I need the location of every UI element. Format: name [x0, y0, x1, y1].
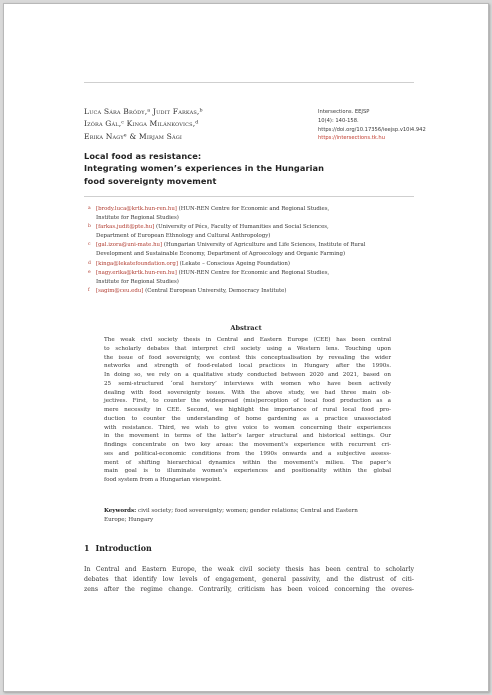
affiliation-marker: c	[88, 242, 91, 248]
affiliation-text: (Hungarian University of Agriculture and Life Sciences, Institute of Rural	[163, 242, 366, 249]
title-line: food sovereignty movement	[84, 175, 217, 186]
author-list	[84, 106, 309, 143]
abstract-line: 25 semi-structured ‘oral herstory’ interviews with women who have been actively	[104, 380, 391, 387]
affiliation-item	[88, 205, 418, 223]
body-line: In Central and Eastern Europe, the weak civil society thesis has been central to scholarly	[84, 566, 414, 573]
journal-meta	[318, 108, 428, 143]
affiliation-text: Institute for Regional Studies)	[96, 278, 179, 285]
title-line: Integrating women’s experiences in the Hungarian	[84, 163, 325, 174]
affiliation-text: (Central European University, Democracy Institute)	[145, 287, 287, 294]
abstract-line: with resistance. Third, we wish to give voice to women concerning their experiences	[104, 424, 391, 431]
author-email-link[interactable]: [nagy.erika@krtk.hun-ren.hu]	[96, 269, 177, 276]
affiliation-text: (HUN-REN Centre for Economic and Regional Studies,	[178, 269, 330, 276]
affiliation-item	[88, 260, 418, 269]
affiliation-text: (University of Pécs, Faculty of Humanities and Social Sciences,	[156, 224, 329, 231]
author-email-link[interactable]: [brody.luca@krtk.hun-ren.hu]	[96, 206, 177, 212]
author-line: Izóra Gál,ᶜ Kinga Milánkovics,ᵈ	[84, 119, 199, 129]
affiliation-item	[88, 223, 418, 241]
affiliation-text: Department of European Ethnology and Cultural Anthropology)	[96, 233, 271, 240]
keywords-text: civil society; food sovereignty; women; gender relations; Central and Eastern	[137, 508, 358, 514]
keywords-text: Europe; Hungary	[104, 516, 154, 523]
affiliation-marker: b	[88, 224, 91, 230]
title-rule	[84, 196, 414, 197]
body-line: zens after the regime change. Contrarily, criticism has been voiced concerning the overes-	[84, 586, 414, 594]
author-email-link[interactable]: [kinga@lekatefoundation.org]	[96, 260, 178, 267]
keywords-label: Keywords:	[104, 508, 137, 514]
affiliation-item	[88, 269, 418, 287]
paper-page	[3, 3, 489, 692]
abstract-body	[104, 336, 391, 485]
affiliation-marker: a	[88, 206, 91, 211]
abstract-line: findings concentrate on two key areas: the movement’s experience with recurrent cri-	[104, 442, 391, 448]
body-line: debates that identify low levels of engagement, general passivity, and the distrust of citi-	[84, 576, 414, 584]
affiliation-text: (HUN-REN Centre for Economic and Regional Studies,	[178, 206, 330, 212]
intro-text	[84, 565, 414, 595]
affiliation-text: (Lekate – Conscious Ageing Foundation)	[179, 260, 290, 267]
section-number: 1	[84, 544, 90, 553]
affiliation-marker: e	[88, 269, 91, 275]
abstract-line: networks and strength of food-related local practices in Hungary after the 1990s.	[104, 363, 391, 370]
abstract-line: ment of shifting hierarchical dynamics within the movement’s milieu. The paper’s	[104, 459, 391, 466]
abstract-line: duction to counter the understanding of home gardening as a practice unassociated	[104, 415, 391, 422]
affiliation-item	[88, 241, 418, 259]
keywords	[104, 507, 391, 525]
doi-link[interactable]: https://doi.org/10.17356/ieejsp.v10i4.942	[318, 126, 426, 133]
abstract-line: In doing so, we rely on a qualitative study conducted between 2020 and 2021, based on	[104, 372, 391, 378]
abstract-line: the issue of food sovereignty, we contest this conceptualisation by revealing the wider	[104, 354, 391, 361]
abstract-line: in the movement in terms of the latter’s larger structural and historical settings. Our	[104, 433, 391, 440]
section-title: Introduction	[95, 544, 152, 553]
abstract-heading: Abstract	[230, 324, 262, 332]
paper-title	[84, 150, 325, 187]
journal-volume: 10(4): 140-158.	[318, 117, 359, 124]
author-line: Erika Nagyᵉ & Mirjam Sági	[84, 131, 183, 141]
abstract-line: mere necessity in CEE. Second, we highlight the importance of rural local food pro-	[104, 407, 391, 413]
affiliation-text: Development and Sustainable Economy, Department of Agroecology and Organic Farming)	[96, 251, 346, 258]
abstract-line: to scholarly debates that interpret civil society using a Western lens. Touching upon	[104, 345, 391, 352]
affiliation-marker: d	[88, 260, 91, 266]
author-email-link[interactable]: [farkas.judit@pte.hu]	[96, 224, 155, 231]
header-rule	[84, 82, 414, 83]
abstract-line: main goal is to illuminate women’s experiences and positionality within the global	[104, 468, 391, 475]
affiliation-text: Institute for Regional Studies)	[96, 215, 179, 222]
author-email-link[interactable]: [gal.izora@uni-mate.hu]	[96, 242, 163, 249]
abstract-line: dealing with food sovereignty issues. With the above study, we had three main ob-	[104, 389, 391, 396]
journal-name: Intersections. EEJSP	[318, 109, 370, 115]
title-line: Local food as resistance:	[84, 151, 202, 161]
author-line: Luca Sára Bródy,ᵃ Judit Farkas,ᵇ	[84, 107, 203, 116]
section-heading	[84, 544, 152, 553]
abstract-line: jectives. First, to counter the widespread (mis)perception of local food production as a	[104, 398, 391, 405]
abstract-line: The weak civil society thesis in Central and Eastern Europe (CEE) has been central	[104, 337, 391, 343]
affiliation-marker: f	[88, 287, 90, 293]
affiliation-list	[88, 205, 418, 296]
author-email-link[interactable]: [sagim@ceu.edu]	[96, 287, 144, 294]
abstract-line: ses and political-economic conditions from the 1990s onwards and a subjective assess-	[104, 450, 391, 457]
affiliation-item	[88, 287, 418, 296]
abstract-line: food system from a Hungarian viewpoint.	[104, 477, 222, 483]
journal-site-link[interactable]: https://intersections.tk.hu	[318, 135, 385, 142]
